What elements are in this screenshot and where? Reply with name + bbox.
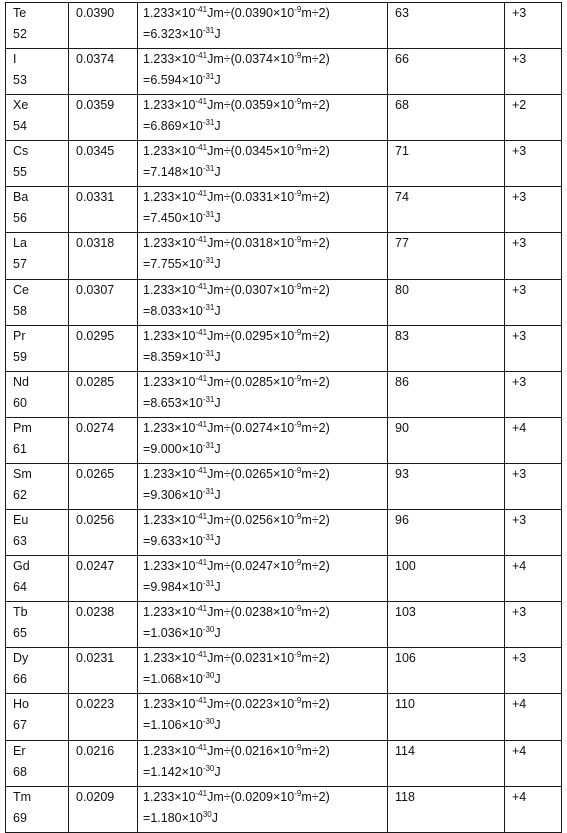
table-row: [6, 740, 562, 786]
element-symbol: Sm: [13, 466, 32, 481]
equation-line: $1.233\times 10^{-41}Jm\div(0.0390\times 10^{-9}m\div 2)$: [143, 5, 330, 20]
n-value: 68: [395, 98, 409, 113]
element-cell: [6, 233, 69, 279]
table-row: [6, 187, 562, 233]
equation-line: $1.233\times 10^{-41}Jm\div(0.0274\times 10^{-9}m\div 2)$: [143, 419, 330, 435]
charge-value: +2: [512, 98, 527, 113]
element-symbol: Nd: [13, 374, 29, 389]
radius-cell: [69, 417, 138, 463]
element-cell: [6, 417, 69, 463]
element-symbol: La: [13, 236, 27, 251]
charge-value: +4: [512, 697, 527, 712]
equation-line: $1.233\times 10^{-41}Jm\div(0.0295\times 10^{-9}m\div 2)$: [143, 327, 330, 343]
charge-cell: [505, 417, 562, 463]
table-row: [6, 417, 562, 463]
charge-value: +3: [512, 190, 527, 205]
n-value: 110: [395, 697, 415, 712]
element-cell: [6, 602, 69, 648]
radius-cell: [69, 279, 138, 325]
element-energy-table: [5, 2, 562, 833]
element-symbol: Tm: [13, 789, 32, 804]
charge-cell: [505, 510, 562, 556]
n-value: 93: [395, 466, 409, 481]
element-symbol: Ho: [13, 697, 29, 712]
equation-line: $1.233\times 10^{-41}Jm\div(0.0247\times 10^{-9}m\div 2)$: [143, 558, 330, 574]
element-cell: [6, 49, 69, 95]
equation-result: $=7.755\times 10^{-31}J$: [143, 256, 221, 272]
atomic-number: 57: [13, 257, 27, 272]
radius-value: 0.0209: [76, 789, 115, 804]
radius-cell: [69, 371, 138, 417]
equation-cell: [138, 49, 388, 95]
charge-cell: [505, 279, 562, 325]
charge-cell: [505, 95, 562, 141]
table-row: [6, 648, 562, 694]
equation-result: $=8.033\times 10^{-31}J$: [143, 302, 221, 318]
element-cell: [6, 3, 69, 49]
atomic-number: 65: [13, 626, 27, 641]
n-value-cell: [388, 371, 505, 417]
table-row: [6, 602, 562, 648]
equation-cell: [138, 602, 388, 648]
element-symbol: Te: [13, 6, 27, 20]
equation-line: $1.233\times 10^{-41}Jm\div(0.0216\times 10^{-9}m\div 2)$: [143, 742, 330, 758]
radius-value: 0.0231: [76, 651, 115, 666]
n-value-cell: [388, 463, 505, 509]
element-symbol: Eu: [13, 513, 29, 528]
radius-value: 0.0256: [76, 513, 115, 528]
atomic-number: 60: [13, 395, 27, 410]
atomic-number: 61: [13, 441, 27, 456]
radius-value: 0.0295: [76, 328, 115, 343]
element-cell: [6, 740, 69, 786]
n-value: 66: [395, 52, 409, 67]
charge-cell: [505, 49, 562, 95]
atomic-number: 56: [13, 211, 27, 226]
element-cell: [6, 325, 69, 371]
n-value-cell: [388, 233, 505, 279]
charge-cell: [505, 3, 562, 49]
radius-value: 0.0238: [76, 605, 115, 620]
equation-line: $1.233\times 10^{-41}Jm\div(0.0285\times 10^{-9}m\div 2)$: [143, 373, 330, 389]
table-row: [6, 95, 562, 141]
element-symbol: I: [13, 52, 17, 67]
radius-value: 0.0390: [76, 6, 115, 20]
radius-value: 0.0359: [76, 98, 115, 113]
n-value: 80: [395, 282, 409, 297]
equation-line: $1.233\times 10^{-41}Jm\div(0.0223\times 10^{-9}m\div 2)$: [143, 696, 330, 712]
equation-line: $1.233\times 10^{-41}Jm\div(0.0265\times 10^{-9}m\div 2)$: [143, 465, 330, 481]
radius-value: 0.0331: [76, 190, 115, 205]
element-symbol: Xe: [13, 98, 29, 113]
radius-value: 0.0307: [76, 282, 115, 297]
equation-result: $=7.148\times 10^{-31}J$: [143, 164, 221, 180]
atomic-number: 64: [13, 580, 27, 595]
n-value: 86: [395, 374, 409, 389]
radius-value: 0.0216: [76, 743, 115, 758]
equation-cell: [138, 510, 388, 556]
charge-cell: [505, 371, 562, 417]
charge-cell: [505, 694, 562, 740]
element-cell: [6, 648, 69, 694]
equation-cell: [138, 648, 388, 694]
equation-result: $=6.594\times 10^{-31}J$: [143, 72, 221, 88]
atomic-number: 54: [13, 119, 27, 134]
radius-value: 0.0247: [76, 559, 115, 574]
table-row: [6, 325, 562, 371]
atomic-number: 58: [13, 303, 27, 318]
n-value: 100: [395, 559, 416, 574]
n-value-cell: [388, 417, 505, 463]
equation-result: $=1.036\times 10^{-30}J$: [143, 625, 221, 641]
equation-line: $1.233\times 10^{-41}Jm\div(0.0238\times 10^{-9}m\div 2)$: [143, 604, 330, 620]
atomic-number: 63: [13, 534, 27, 549]
equation-result: $=1.106\times 10^{-30}J$: [143, 717, 221, 733]
table-row: [6, 786, 562, 832]
charge-value: +3: [512, 513, 527, 528]
table-row: [6, 3, 562, 49]
equation-cell: [138, 556, 388, 602]
atomic-number: 66: [13, 672, 27, 687]
charge-cell: [505, 463, 562, 509]
equation-line: $1.233\times 10^{-41}Jm\div(0.0209\times 10^{-9}m\div 2)$: [143, 788, 330, 804]
table-row: [6, 694, 562, 740]
equation-cell: [138, 694, 388, 740]
charge-value: +3: [512, 236, 527, 251]
atomic-number: 69: [13, 810, 27, 825]
element-cell: [6, 786, 69, 832]
n-value: 71: [395, 144, 409, 159]
charge-value: +3: [512, 374, 527, 389]
radius-cell: [69, 325, 138, 371]
equation-cell: [138, 141, 388, 187]
radius-cell: [69, 233, 138, 279]
equation-result: $=9.000\times 10^{-31}J$: [143, 440, 221, 456]
element-cell: [6, 510, 69, 556]
radius-cell: [69, 648, 138, 694]
equation-line: $1.233\times 10^{-41}Jm\div(0.0318\times 10^{-9}m\div 2)$: [143, 235, 330, 251]
charge-value: +4: [512, 559, 527, 574]
equation-result: $=1.068\times 10^{-30}J$: [143, 671, 221, 687]
element-cell: [6, 279, 69, 325]
charge-cell: [505, 556, 562, 602]
element-cell: [6, 371, 69, 417]
charge-value: +3: [512, 6, 527, 20]
n-value-cell: [388, 694, 505, 740]
equation-result: $=8.653\times 10^{-31}J$: [143, 394, 221, 410]
n-value: 103: [395, 605, 416, 620]
charge-cell: [505, 325, 562, 371]
n-value: 96: [395, 513, 409, 528]
n-value-cell: [388, 786, 505, 832]
table-row: [6, 556, 562, 602]
radius-cell: [69, 49, 138, 95]
equation-result: $=7.450\times 10^{-31}J$: [143, 210, 221, 226]
element-cell: [6, 141, 69, 187]
n-value-cell: [388, 187, 505, 233]
n-value-cell: [388, 325, 505, 371]
radius-cell: [69, 95, 138, 141]
element-symbol: Ba: [13, 190, 29, 205]
atomic-number: 52: [13, 27, 27, 41]
radius-cell: [69, 510, 138, 556]
equation-line: $1.233\times 10^{-41}Jm\div(0.0345\times 10^{-9}m\div 2)$: [143, 143, 330, 159]
radius-cell: [69, 463, 138, 509]
element-symbol: Er: [13, 743, 26, 758]
n-value: 74: [395, 190, 409, 205]
charge-cell: [505, 233, 562, 279]
n-value: 114: [395, 743, 415, 758]
n-value-cell: [388, 3, 505, 49]
element-cell: [6, 187, 69, 233]
equation-cell: [138, 95, 388, 141]
equation-result: $=9.633\times 10^{-31}J$: [143, 533, 221, 549]
atomic-number: 62: [13, 487, 27, 502]
n-value-cell: [388, 602, 505, 648]
charge-value: +3: [512, 328, 527, 343]
element-symbol: Pm: [13, 420, 32, 435]
equation-cell: [138, 463, 388, 509]
radius-cell: [69, 740, 138, 786]
n-value-cell: [388, 279, 505, 325]
table-row: [6, 233, 562, 279]
radius-cell: [69, 3, 138, 49]
element-cell: [6, 463, 69, 509]
radius-value: 0.0265: [76, 466, 115, 481]
radius-value: 0.0274: [76, 420, 115, 435]
element-symbol: Gd: [13, 559, 30, 574]
equation-result: $=6.323\times 10^{-31}J$: [143, 26, 221, 41]
element-symbol: Cs: [13, 144, 29, 159]
equation-cell: [138, 233, 388, 279]
n-value-cell: [388, 740, 505, 786]
equation-cell: [138, 371, 388, 417]
charge-cell: [505, 187, 562, 233]
equation-cell: [138, 740, 388, 786]
equation-result: $=9.306\times 10^{-31}J$: [143, 486, 221, 502]
element-cell: [6, 694, 69, 740]
n-value-cell: [388, 556, 505, 602]
atomic-number: 68: [13, 764, 27, 779]
equation-cell: [138, 417, 388, 463]
equation-cell: [138, 3, 388, 49]
charge-value: +3: [512, 605, 527, 620]
n-value: 106: [395, 651, 416, 666]
table-row: [6, 141, 562, 187]
element-symbol: Tb: [13, 605, 28, 620]
table-body: [6, 3, 562, 833]
equation-line: $1.233\times 10^{-41}Jm\div(0.0359\times 10^{-9}m\div 2)$: [143, 97, 330, 113]
charge-cell: [505, 740, 562, 786]
charge-cell: [505, 648, 562, 694]
charge-value: +3: [512, 651, 527, 666]
element-symbol: Pr: [13, 328, 26, 343]
radius-cell: [69, 141, 138, 187]
n-value: 63: [395, 6, 409, 20]
n-value: 83: [395, 328, 409, 343]
radius-cell: [69, 694, 138, 740]
radius-cell: [69, 187, 138, 233]
radius-value: 0.0345: [76, 144, 115, 159]
equation-line: $1.233\times 10^{-41}Jm\div(0.0256\times 10^{-9}m\div 2)$: [143, 512, 330, 528]
atomic-number: 67: [13, 718, 27, 733]
atomic-number: 59: [13, 349, 27, 364]
charge-value: +3: [512, 466, 527, 481]
equation-line: $1.233\times 10^{-41}Jm\div(0.0307\times 10^{-9}m\div 2)$: [143, 281, 330, 297]
radius-cell: [69, 556, 138, 602]
equation-line: $1.233\times 10^{-41}Jm\div(0.0231\times 10^{-9}m\div 2)$: [143, 650, 330, 666]
radius-value: 0.0374: [76, 52, 115, 67]
n-value: 118: [395, 789, 415, 804]
n-value-cell: [388, 648, 505, 694]
element-symbol: Dy: [13, 651, 29, 666]
charge-value: +3: [512, 52, 527, 67]
atomic-number: 55: [13, 165, 27, 180]
table-row: [6, 510, 562, 556]
charge-cell: [505, 602, 562, 648]
radius-value: 0.0223: [76, 697, 115, 712]
radius-cell: [69, 602, 138, 648]
element-cell: [6, 556, 69, 602]
equation-result: $=1.142\times 10^{-30}J$: [143, 763, 221, 779]
equation-cell: [138, 279, 388, 325]
equation-result: $=8.359\times 10^{-31}J$: [143, 348, 221, 364]
n-value-cell: [388, 141, 505, 187]
equation-cell: [138, 187, 388, 233]
charge-value: +3: [512, 144, 527, 159]
n-value: 90: [395, 420, 409, 435]
equation-line: $1.233\times 10^{-41}Jm\div(0.0374\times 10^{-9}m\div 2)$: [143, 51, 330, 67]
table-row: [6, 463, 562, 509]
charge-cell: [505, 141, 562, 187]
radius-cell: [69, 786, 138, 832]
n-value-cell: [388, 49, 505, 95]
equation-result: $=6.869\times 10^{-31}J$: [143, 118, 221, 134]
equation-line: $1.233\times 10^{-41}Jm\div(0.0331\times 10^{-9}m\div 2)$: [143, 189, 330, 205]
radius-value: 0.0285: [76, 374, 115, 389]
element-cell: [6, 95, 69, 141]
atomic-number: 53: [13, 73, 27, 88]
charge-value: +4: [512, 420, 527, 435]
n-value-cell: [388, 95, 505, 141]
charge-value: +3: [512, 282, 527, 297]
charge-value: +4: [512, 789, 527, 804]
charge-cell: [505, 786, 562, 832]
n-value-cell: [388, 510, 505, 556]
element-symbol: Ce: [13, 282, 29, 297]
table-row: [6, 279, 562, 325]
equation-cell: [138, 786, 388, 832]
equation-result: $=9.984\times 10^{-31}J$: [143, 579, 221, 595]
n-value: 77: [395, 236, 409, 251]
table-row: [6, 49, 562, 95]
table-row: [6, 371, 562, 417]
charge-value: +4: [512, 743, 527, 758]
equation-cell: [138, 325, 388, 371]
equation-result: $=1.180\times 10^{30}J$: [143, 809, 218, 825]
radius-value: 0.0318: [76, 236, 115, 251]
